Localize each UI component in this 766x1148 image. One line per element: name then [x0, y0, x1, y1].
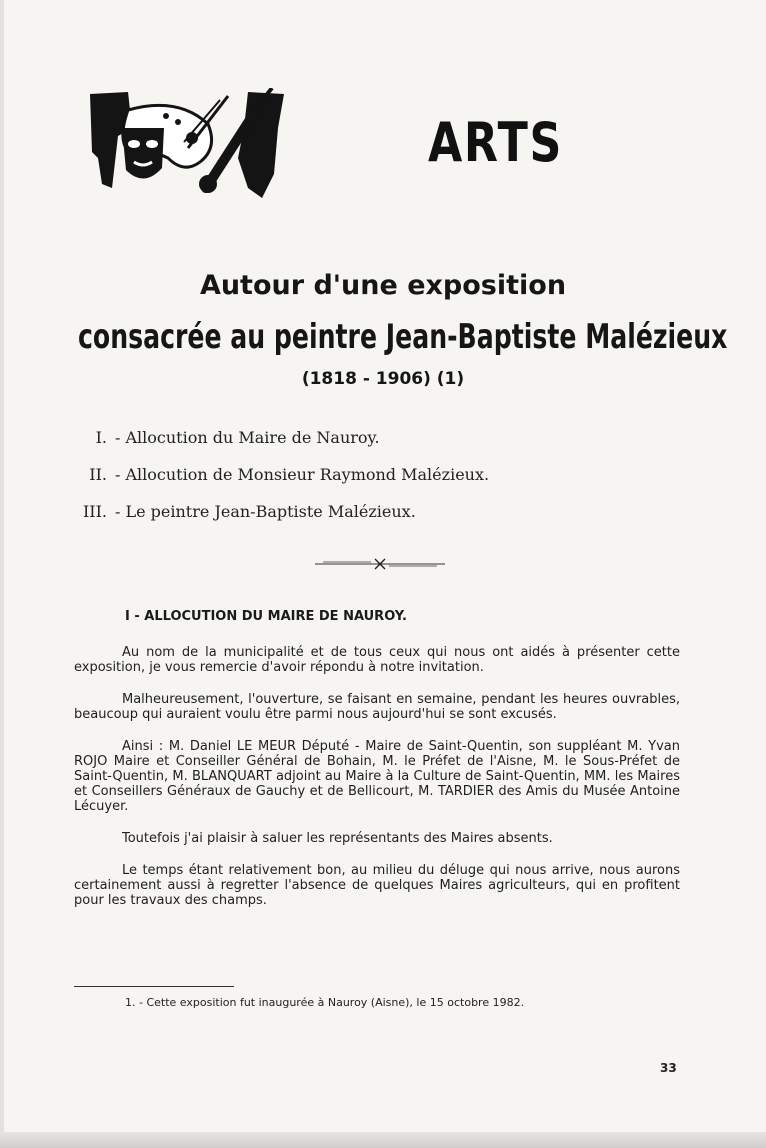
section-title: ARTS: [428, 111, 564, 174]
toc-number: II.: [89, 465, 107, 484]
page-left-edge: [0, 0, 4, 1148]
toc-text: - Le peintre Jean-Baptiste Malézieux.: [115, 502, 416, 521]
footnote-rule: [74, 986, 234, 987]
toc-text: - Allocution du Maire de Nauroy.: [115, 428, 380, 447]
toc-number: III.: [82, 502, 107, 521]
section-heading: I - ALLOCUTION DU MAIRE DE NAUROY.: [125, 609, 407, 624]
page-number: 33: [660, 1061, 677, 1075]
toc-number: I.: [95, 428, 107, 447]
body-paragraph: Toutefois j'ai plaisir à saluer les représentants des Maires absents.: [122, 831, 553, 846]
body-paragraph: Le temps étant relativement bon, au milieu du déluge qui nous arrive, nous aurons certainement aussi à regretter l'absence de quelques Maires agriculteurs, qui en profitent pour les travaux des champs.: [74, 863, 680, 908]
body-paragraph: Malheureusement, l'ouverture, se faisant en semaine, pendant les heures ouvrables, beaucoup qui auraient voulu être parmi nous aujourd'hui se sont excusés.: [74, 692, 680, 722]
article-title-line1: Autour d'une exposition: [199, 270, 567, 301]
body-paragraph: Au nom de la municipalité et de tous ceux qui nous ont aidés à présenter cette exposition, je vous remercie d'avoir répondu à notre invitation.: [74, 645, 680, 675]
toc-item: [75, 428, 489, 465]
toc-text: - Allocution de Monsieur Raymond Malézieux.: [115, 465, 490, 484]
ornament-divider-icon: [315, 558, 445, 570]
article-dates: (1818 - 1906) (1): [301, 369, 465, 389]
article-body: [74, 645, 680, 925]
table-of-contents: [75, 428, 489, 539]
body-paragraph: Ainsi : M. Daniel LE MEUR Député - Maire de Saint-Quentin, son suppléant M. Yvan ROJO Maire et Conseiller Général de Bohain, M. le Préfet de l'Aisne, M. le Sous-Préfet de Saint-Quentin, M. BLANQUART adjoint au Maire à la Culture de Saint-Quentin, MM. les Maires et Conseillers Généraux de Gauchy et de Bellicourt, M. TARDIER des Amis du Musée Antoine Lécuyer.: [74, 739, 680, 814]
page-bottom-edge: [0, 1132, 766, 1148]
toc-item: [75, 465, 489, 502]
arts-emblem-icon: [88, 88, 288, 200]
article-title-line2: consacrée au peintre Jean-Baptiste Malézieux: [78, 317, 728, 357]
toc-item: [75, 502, 489, 539]
footnote: 1. - Cette exposition fut inaugurée à Nauroy (Aisne), le 15 octobre 1982.: [125, 996, 525, 1009]
